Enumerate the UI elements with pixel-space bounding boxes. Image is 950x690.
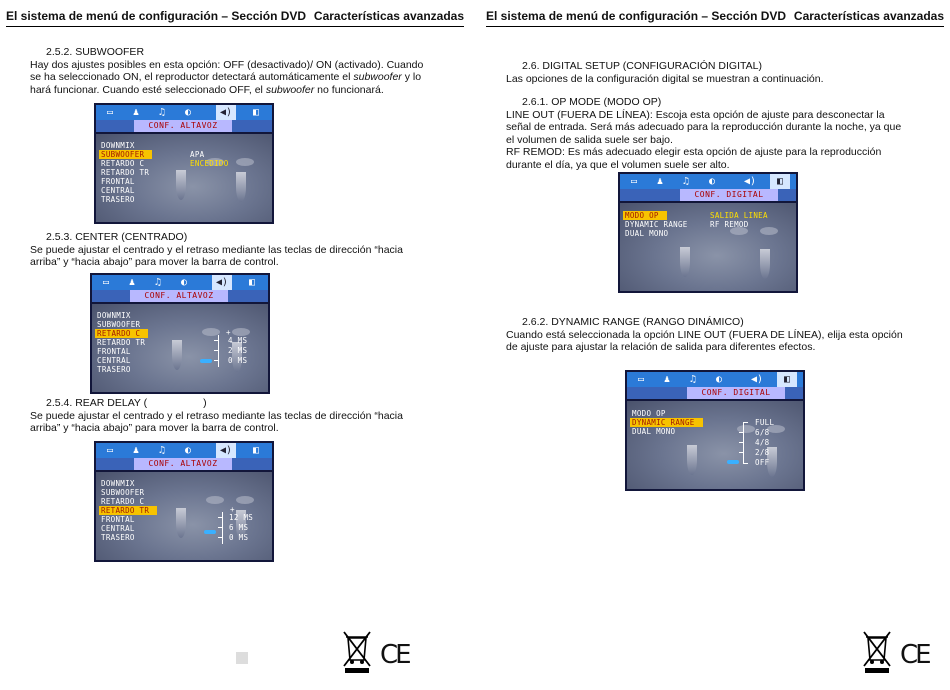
osd-item[interactable]: MODO OP bbox=[632, 409, 666, 418]
osd-item-selected[interactable]: SUBWOOFER bbox=[99, 150, 152, 159]
video-icon: ◐ bbox=[184, 107, 192, 118]
language-icon: ♟ bbox=[132, 107, 140, 118]
section-title: 2.5.2. SUBWOOFER bbox=[46, 46, 145, 58]
video-icon: ◐ bbox=[708, 176, 716, 187]
slider-cursor[interactable] bbox=[204, 530, 216, 534]
ce-mark: CE bbox=[380, 640, 409, 670]
header-section: Características avanzadas bbox=[313, 9, 464, 23]
paragraph-line: Se puede ajustar el centrado y el retraso mediante las teclas de dirección “hacia bbox=[30, 243, 403, 256]
paragraph-line: LINE OUT (FUERA DE LÍNEA): Escoja esta opción de ajuste para desconectar la bbox=[506, 108, 885, 121]
osd-item[interactable]: SUBWOOFER bbox=[97, 320, 141, 329]
audio-icon: ♫ bbox=[158, 107, 166, 118]
audio-icon: ♫ bbox=[682, 176, 690, 187]
language-icon: ♟ bbox=[663, 374, 671, 385]
header-section: Características avanzadas bbox=[793, 9, 944, 23]
osd-heading: CONF. DIGITAL bbox=[687, 387, 785, 399]
osd-item-selected[interactable]: RETARDO C bbox=[95, 329, 148, 338]
osd-item[interactable]: DOWNMIX bbox=[97, 311, 131, 320]
monitor-icon: ▭ bbox=[630, 176, 638, 187]
header-title: El sistema de menú de configuración – Sección DVD bbox=[6, 9, 307, 23]
monitor-icon: ▭ bbox=[102, 277, 110, 288]
paragraph-line: señal de entrada. Será más adecuado para la reproducción durante la noche, ya que bbox=[506, 121, 902, 133]
section-title: 2.5.4. REAR DELAY ( ) bbox=[46, 397, 207, 409]
audio-icon: ♫ bbox=[158, 445, 166, 456]
osd-item[interactable]: DYNAMIC RANGE bbox=[625, 220, 688, 229]
paragraph-line: Cuando está seleccionada la opción LINE OUT (FUERA DE LÍNEA), elija esta opción bbox=[506, 328, 903, 341]
osd-item[interactable]: FRONTAL bbox=[101, 515, 135, 524]
speaker-icon: ◀) bbox=[216, 105, 236, 120]
scale-value: 6 MS bbox=[229, 523, 249, 532]
osd-option-active[interactable]: SALIDA LINEA bbox=[710, 211, 768, 220]
osd-item[interactable]: DUAL MONO bbox=[632, 427, 676, 436]
osd-tab-bar bbox=[627, 372, 803, 387]
section-2-5-3 bbox=[30, 231, 403, 269]
scale-value: 6/8 bbox=[755, 428, 770, 437]
section-title: 2.5.3. CENTER (CENTRADO) bbox=[46, 231, 188, 243]
weee-bin-icon bbox=[862, 630, 892, 674]
monitor-icon: ▭ bbox=[106, 445, 114, 456]
paragraph-line: de ajuste para ajustar la relación de salida para diferentes efectos. bbox=[506, 341, 816, 353]
osd-item-selected[interactable]: DYNAMIC RANGE bbox=[630, 418, 703, 427]
paragraph-line: Las opciones de la configuración digital se muestran a continuación. bbox=[506, 72, 824, 85]
digital-icon: ◧ bbox=[252, 445, 260, 456]
paragraph-line: RF REMOD: Es más adecuado elegir esta opción de ajuste para la reproducción bbox=[506, 146, 882, 158]
osd-heading: CONF. DIGITAL bbox=[680, 189, 778, 201]
section-2-6 bbox=[506, 60, 824, 85]
paragraph-line: Se puede ajustar el centrado y el retraso mediante las teclas de dirección “hacia bbox=[30, 409, 403, 422]
osd-item[interactable]: RETARDO TR bbox=[101, 168, 150, 177]
osd-speaker-rear bbox=[94, 441, 274, 562]
osd-digital-dynamic-range bbox=[625, 370, 805, 491]
osd-item[interactable]: DUAL MONO bbox=[625, 229, 669, 238]
paragraph-line: hará funcionar. Cuando esté seleccionado OFF, el subwoofer no funcionará. bbox=[30, 83, 384, 96]
scale-value: FULL bbox=[755, 418, 775, 427]
scale-value: 0 MS bbox=[229, 533, 249, 542]
speaker-icon: ◀) bbox=[750, 374, 764, 385]
osd-item[interactable]: RETARDO C bbox=[101, 159, 145, 168]
right-page bbox=[480, 0, 950, 690]
digital-icon: ◧ bbox=[777, 372, 797, 387]
scale-plus: + bbox=[230, 505, 235, 514]
osd-tab-bar bbox=[620, 174, 796, 189]
digital-icon: ◧ bbox=[252, 107, 260, 118]
slider-cursor[interactable] bbox=[200, 359, 212, 363]
section-title: 2.6.1. OP MODE (MODO OP) bbox=[522, 96, 662, 108]
osd-item[interactable]: FRONTAL bbox=[101, 177, 135, 186]
paragraph-line: arriba” y “hacia abajo” para mover la barra de control. bbox=[30, 256, 279, 268]
osd-speaker-subwoofer bbox=[94, 103, 274, 224]
speaker-icon: ◀) bbox=[743, 176, 757, 187]
scale-value: 12 MS bbox=[229, 513, 254, 522]
audio-icon: ♫ bbox=[689, 374, 697, 385]
scale-value: 4 MS bbox=[228, 336, 248, 345]
osd-item[interactable]: TRASERO bbox=[97, 365, 131, 374]
osd-item[interactable]: RETARDO TR bbox=[97, 338, 146, 347]
osd-item[interactable]: CENTRAL bbox=[97, 356, 131, 365]
monitor-icon: ▭ bbox=[637, 374, 645, 385]
slider-cursor[interactable] bbox=[727, 460, 739, 464]
monitor-icon: ▭ bbox=[106, 107, 114, 118]
osd-heading: CONF. ALTAVOZ bbox=[134, 458, 232, 470]
digital-icon: ◧ bbox=[770, 174, 790, 189]
speaker-icon: ◀) bbox=[212, 275, 232, 290]
osd-item[interactable]: SUBWOOFER bbox=[101, 488, 145, 497]
section-2-6-1 bbox=[506, 96, 901, 171]
paragraph-line: el volumen de salida suele ser bajo. bbox=[506, 133, 673, 146]
osd-tab-bar bbox=[96, 105, 272, 120]
osd-item-selected[interactable]: RETARDO TR bbox=[99, 506, 157, 515]
language-icon: ♟ bbox=[132, 445, 140, 456]
osd-item[interactable]: DOWNMIX bbox=[101, 141, 135, 150]
video-icon: ◐ bbox=[184, 445, 192, 456]
scale-value: 0 MS bbox=[228, 356, 248, 365]
ce-mark: CE bbox=[900, 640, 929, 670]
language-icon: ♟ bbox=[656, 176, 664, 187]
left-page bbox=[0, 0, 470, 690]
audio-icon: ♫ bbox=[154, 277, 162, 288]
osd-option[interactable]: APA bbox=[190, 150, 205, 159]
speaker-icon: ◀) bbox=[216, 443, 236, 458]
osd-item[interactable]: CENTRAL bbox=[101, 186, 135, 195]
weee-bin-icon bbox=[342, 630, 372, 674]
osd-heading: CONF. ALTAVOZ bbox=[130, 290, 228, 302]
paragraph-line: Hay dos ajustes posibles en esta opción: OFF (desactivado)/ ON (activado). Cuando bbox=[30, 58, 424, 71]
osd-option-active[interactable]: ENCEDIDO bbox=[190, 159, 229, 168]
video-icon: ◐ bbox=[715, 374, 723, 385]
page-number-box bbox=[236, 652, 248, 664]
header-title: El sistema de menú de configuración – Sección DVD bbox=[486, 9, 787, 23]
section-2-5-4 bbox=[30, 397, 403, 435]
digital-icon: ◧ bbox=[248, 277, 256, 288]
language-icon: ♟ bbox=[128, 277, 136, 288]
video-icon: ◐ bbox=[180, 277, 188, 288]
osd-tab-bar bbox=[92, 275, 268, 290]
paragraph-line: durante el día, ya que el volumen suele ser alto. bbox=[506, 158, 730, 171]
osd-option[interactable]: RF REMOD bbox=[710, 220, 749, 229]
scale-plus: + bbox=[226, 328, 231, 337]
osd-digital-opmode bbox=[618, 172, 798, 293]
range-scale-bar[interactable] bbox=[743, 422, 744, 464]
osd-item-selected[interactable]: MODO OP bbox=[623, 211, 667, 220]
section-2-6-2 bbox=[506, 316, 903, 354]
scale-value: OFF bbox=[755, 458, 770, 467]
scale-value: 4/8 bbox=[755, 438, 770, 447]
paragraph-line: arriba” y “hacia abajo” para mover la barra de control. bbox=[30, 422, 279, 434]
osd-speaker-center bbox=[90, 273, 270, 394]
page-header bbox=[486, 8, 944, 27]
scale-value: 2 MS bbox=[228, 346, 248, 355]
osd-item[interactable]: DOWNMIX bbox=[101, 479, 135, 488]
osd-item[interactable]: RETARDO C bbox=[101, 497, 145, 506]
paragraph-line: se ha seleccionado ON, el reproductor detectará automáticamente el subwoofer y lo bbox=[30, 71, 422, 83]
osd-item[interactable]: CENTRAL bbox=[101, 524, 135, 533]
osd-tab-bar bbox=[96, 443, 272, 458]
section-2-5-2 bbox=[30, 46, 423, 96]
osd-item[interactable]: TRASERO bbox=[101, 195, 135, 204]
osd-item[interactable]: TRASERO bbox=[101, 533, 135, 542]
osd-heading: CONF. ALTAVOZ bbox=[134, 120, 232, 132]
page-header bbox=[6, 8, 464, 27]
section-title: 2.6. DIGITAL SETUP (CONFIGURACIÓN DIGITAL) bbox=[522, 60, 762, 72]
osd-item[interactable]: FRONTAL bbox=[97, 347, 131, 356]
section-title: 2.6.2. DYNAMIC RANGE (RANGO DINÁMICO) bbox=[522, 316, 744, 328]
scale-value: 2/8 bbox=[755, 448, 770, 457]
